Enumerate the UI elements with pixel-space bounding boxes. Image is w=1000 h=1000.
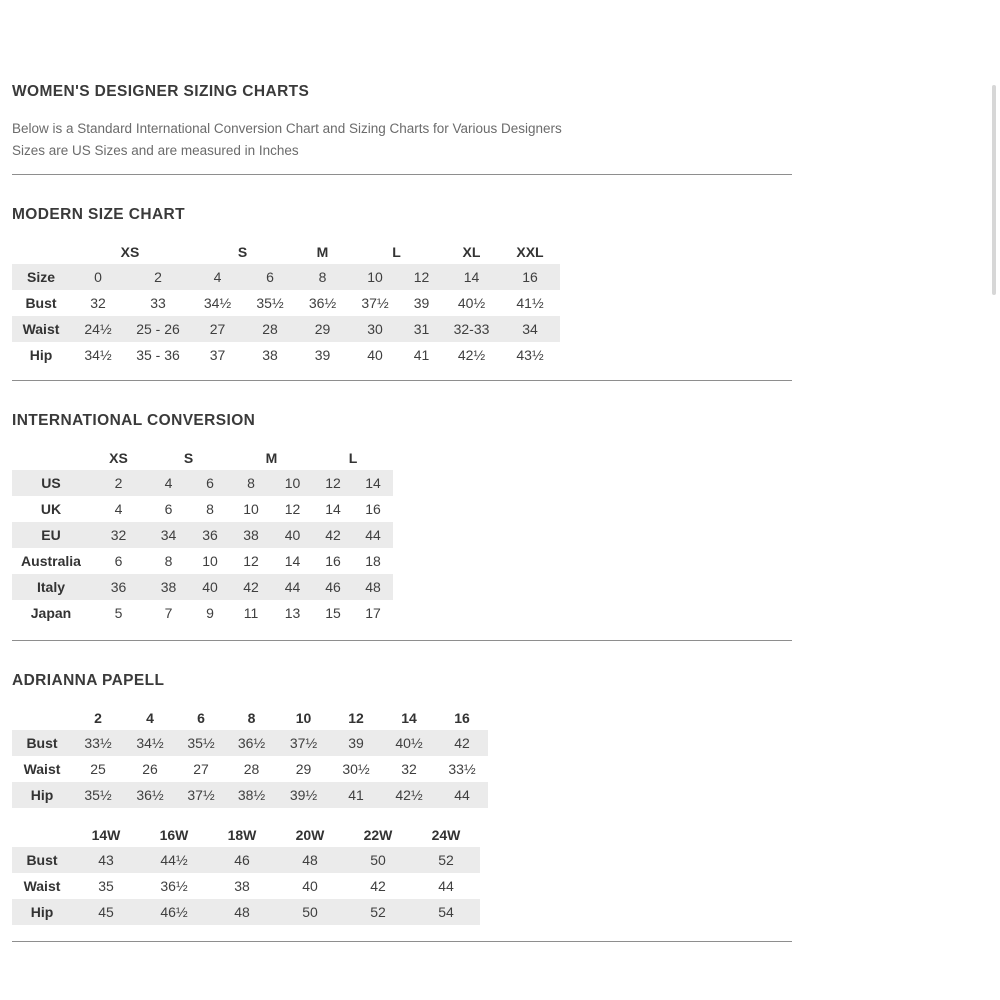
row-label: UK: [40, 501, 62, 517]
size-value-cell: 39: [413, 295, 430, 311]
size-value-cell: 12: [413, 269, 430, 285]
size-value-cell: 35½: [84, 787, 112, 803]
size-column-header: 16W: [140, 823, 208, 847]
size-value-cell: 24½: [84, 321, 112, 337]
row-label: Bust: [25, 295, 57, 311]
size-value-cell: 16: [522, 269, 538, 285]
size-value-cell: 44: [438, 878, 454, 894]
size-value-cell: 4: [164, 475, 173, 491]
size-value-cell: 34½: [203, 295, 232, 311]
row-label: Italy: [36, 579, 65, 595]
size-value-cell: 0: [94, 269, 102, 285]
size-value-cell: 43½: [516, 347, 544, 363]
size-value-cell: 44: [365, 527, 381, 543]
size-header-row: [12, 823, 480, 847]
size-value-cell: 35½: [256, 295, 284, 311]
size-value-cell: 15: [325, 605, 341, 621]
size-value-cell: 8: [164, 553, 173, 569]
page-title: WOMEN'S DESIGNER SIZING CHARTS: [12, 83, 310, 100]
size-value-cell: 31: [413, 321, 430, 337]
measurement-row: [12, 470, 393, 496]
measurement-row: [12, 342, 560, 368]
size-value-cell: 52: [438, 852, 454, 868]
size-value-cell: 36: [110, 579, 127, 595]
size-value-cell: 39: [314, 347, 331, 363]
size-value-cell: 44½: [160, 852, 188, 868]
size-column-header: 22W: [344, 823, 412, 847]
size-value-cell: 32: [110, 527, 127, 543]
size-column-header: M: [230, 446, 313, 470]
size-value-cell: 38: [234, 878, 250, 894]
size-value-cell: 37½: [289, 735, 318, 751]
row-label: Waist: [23, 761, 61, 777]
row-label: Size: [26, 269, 55, 285]
size-value-cell: 38: [160, 579, 177, 595]
size-value-cell: 50: [370, 852, 386, 868]
size-value-cell: 45: [98, 904, 114, 920]
size-value-cell: 44: [284, 579, 301, 595]
row-label: US: [41, 475, 61, 491]
size-value-cell: 46: [325, 579, 341, 595]
size-value-cell: 46: [234, 852, 250, 868]
size-value-cell: 6: [266, 269, 274, 285]
section-divider: [12, 640, 792, 641]
size-value-cell: 29: [295, 761, 312, 777]
international-conversion-table: [12, 446, 393, 626]
size-value-cell: 2: [154, 269, 162, 285]
size-value-cell: 26: [142, 761, 158, 777]
size-column-header: 10: [277, 706, 330, 730]
size-value-cell: 38: [243, 527, 259, 543]
size-column-header: 24W: [412, 823, 480, 847]
size-value-cell: 40½: [457, 295, 486, 311]
size-value-cell: 40: [202, 579, 218, 595]
subtitle-line-1: Below is a Standard International Conversion Chart and Sizing Charts for Various Designers: [12, 121, 562, 136]
size-value-cell: 42: [370, 878, 386, 894]
size-column-header: 12: [330, 706, 382, 730]
size-value-cell: 12: [325, 475, 341, 491]
measurement-row: [12, 548, 393, 574]
measurement-row: [12, 782, 488, 808]
measurement-row: [12, 899, 480, 925]
size-value-cell: 36½: [160, 878, 188, 894]
size-value-cell: 41: [413, 347, 430, 363]
header-spacer: [12, 823, 72, 847]
row-label: Bust: [26, 852, 58, 868]
size-value-cell: 35 - 36: [136, 347, 180, 363]
size-value-cell: 42: [325, 527, 341, 543]
size-value-cell: 16: [325, 553, 341, 569]
size-value-cell: 30½: [342, 761, 370, 777]
size-column-header: 20W: [276, 823, 344, 847]
measurement-row: [12, 873, 480, 899]
measurement-row: [12, 600, 393, 626]
size-value-cell: 29: [314, 321, 331, 337]
size-value-cell: 25 - 26: [136, 321, 180, 337]
size-value-cell: 34: [160, 527, 177, 543]
size-value-cell: 42½: [457, 347, 486, 363]
size-value-cell: 17: [365, 605, 381, 621]
size-value-cell: 8: [247, 475, 255, 491]
size-value-cell: 52: [370, 904, 386, 920]
size-value-cell: 10: [202, 553, 218, 569]
size-value-cell: 54: [438, 904, 454, 920]
row-label: Hip: [30, 787, 54, 803]
size-value-cell: 34½: [136, 735, 164, 751]
size-column-header: M: [295, 240, 350, 264]
size-column-header: L: [350, 240, 443, 264]
measurement-row: [12, 756, 488, 782]
size-value-cell: 46½: [160, 904, 188, 920]
header-spacer: [12, 706, 72, 730]
size-value-cell: 12: [284, 501, 301, 517]
size-column-header: 6: [176, 706, 226, 730]
size-value-cell: 37: [209, 347, 226, 363]
page-content: [12, 0, 792, 942]
size-header-row: [12, 240, 560, 264]
size-column-header: XL: [443, 240, 500, 264]
size-value-cell: 36½: [308, 295, 337, 311]
section-title-adrianna-papell: ADRIANNA PAPELL: [12, 672, 165, 689]
size-value-cell: 34: [522, 321, 538, 337]
size-value-cell: 39½: [289, 787, 318, 803]
adrianna-papell-womens-table: [12, 823, 480, 925]
header-spacer: [12, 240, 70, 264]
size-value-cell: 40: [302, 878, 318, 894]
row-label: Hip: [29, 347, 53, 363]
size-column-header: 16: [436, 706, 488, 730]
measurement-row: [12, 496, 393, 522]
size-column-header: S: [190, 240, 295, 264]
section-title-international-conversion: INTERNATIONAL CONVERSION: [12, 412, 256, 429]
vertical-scrollbar-thumb[interactable]: [992, 85, 996, 295]
size-value-cell: 12: [243, 553, 259, 569]
section-divider: [12, 174, 792, 175]
size-header-row: [12, 706, 488, 730]
size-column-header: XXL: [500, 240, 560, 264]
row-label: Bust: [26, 735, 58, 751]
size-value-cell: 18: [365, 553, 381, 569]
size-value-cell: 7: [164, 605, 173, 621]
size-value-cell: 14: [325, 501, 341, 517]
size-value-cell: 40½: [395, 735, 423, 751]
size-value-cell: 41: [348, 787, 364, 803]
size-value-cell: 32-33: [453, 321, 490, 337]
measurement-row: [12, 847, 480, 873]
size-value-cell: 13: [284, 605, 301, 621]
size-value-cell: 33: [150, 295, 166, 311]
size-value-cell: 38: [262, 347, 278, 363]
size-value-cell: 42½: [395, 787, 423, 803]
measurement-row: [12, 522, 393, 548]
size-value-cell: 25: [90, 761, 106, 777]
measurement-row: [12, 574, 393, 600]
row-label: Waist: [22, 321, 60, 337]
size-value-cell: 27: [193, 761, 209, 777]
size-value-cell: 43: [98, 852, 114, 868]
size-column-header: 14: [382, 706, 436, 730]
size-value-cell: 40: [284, 527, 301, 543]
page-subtitle: [12, 118, 792, 162]
size-value-cell: 30: [367, 321, 383, 337]
section-divider: [12, 380, 792, 381]
size-value-cell: 16: [365, 501, 381, 517]
size-column-header: 2: [72, 706, 124, 730]
size-value-cell: 11: [243, 605, 259, 621]
size-value-cell: 14: [365, 475, 381, 491]
row-label: EU: [41, 527, 61, 543]
size-value-cell: 2: [114, 475, 123, 491]
size-value-cell: 48: [234, 904, 250, 920]
adrianna-papell-misses-table: [12, 706, 488, 808]
size-value-cell: 14: [463, 269, 480, 285]
size-value-cell: 8: [206, 501, 214, 517]
size-value-cell: 44: [454, 787, 470, 803]
size-value-cell: 6: [206, 475, 214, 491]
size-value-cell: 33½: [448, 761, 476, 777]
size-value-cell: 36: [202, 527, 218, 543]
size-value-cell: 6: [114, 553, 123, 569]
size-column-header: XS: [90, 446, 147, 470]
size-column-header: 8: [226, 706, 277, 730]
size-value-cell: 37½: [361, 295, 389, 311]
section-title-modern-size-chart: MODERN SIZE CHART: [12, 206, 185, 223]
size-value-cell: 38½: [237, 787, 266, 803]
size-value-cell: 40: [367, 347, 383, 363]
size-value-cell: 48: [302, 852, 318, 868]
size-value-cell: 4: [213, 269, 222, 285]
size-value-cell: 33½: [84, 735, 112, 751]
size-value-cell: 42: [454, 735, 470, 751]
size-column-header: 18W: [208, 823, 276, 847]
size-value-cell: 34½: [84, 347, 112, 363]
measurement-row: [12, 264, 560, 290]
size-value-cell: 27: [209, 321, 226, 337]
size-value-cell: 28: [243, 761, 260, 777]
measurement-row: [12, 316, 560, 342]
size-value-cell: 28: [262, 321, 278, 337]
size-value-cell: 36½: [237, 735, 266, 751]
size-value-cell: 37½: [187, 787, 215, 803]
size-value-cell: 14: [284, 553, 301, 569]
size-value-cell: 8: [318, 269, 327, 285]
size-value-cell: 6: [164, 501, 173, 517]
row-label: Japan: [30, 605, 72, 621]
size-value-cell: 10: [284, 475, 301, 491]
subtitle-line-2: Sizes are US Sizes and are measured in Inches: [12, 143, 299, 158]
size-value-cell: 10: [243, 501, 259, 517]
size-value-cell: 35½: [187, 735, 215, 751]
size-header-row: [12, 446, 393, 470]
size-value-cell: 10: [367, 269, 383, 285]
size-value-cell: 48: [365, 579, 381, 595]
size-value-cell: 39: [348, 735, 364, 751]
size-column-header: S: [147, 446, 230, 470]
size-value-cell: 32: [90, 295, 106, 311]
row-label: Hip: [30, 904, 54, 920]
size-column-header: 14W: [72, 823, 140, 847]
row-label: Australia: [21, 553, 81, 569]
size-value-cell: 35: [98, 878, 114, 894]
header-spacer: [12, 446, 90, 470]
size-column-header: 4: [124, 706, 176, 730]
row-label: Waist: [23, 878, 61, 894]
size-value-cell: 32: [401, 761, 417, 777]
size-value-cell: 5: [114, 605, 123, 621]
size-value-cell: 41½: [516, 295, 544, 311]
size-value-cell: 50: [302, 904, 318, 920]
size-value-cell: 36½: [136, 787, 164, 803]
size-column-header: L: [313, 446, 393, 470]
size-value-cell: 42: [243, 579, 259, 595]
section-divider: [12, 941, 792, 942]
size-value-cell: 9: [206, 605, 214, 621]
measurement-row: [12, 730, 488, 756]
modern-size-chart-table: [12, 240, 560, 368]
measurement-row: [12, 290, 560, 316]
size-column-header: XS: [70, 240, 190, 264]
size-value-cell: 4: [114, 501, 123, 517]
